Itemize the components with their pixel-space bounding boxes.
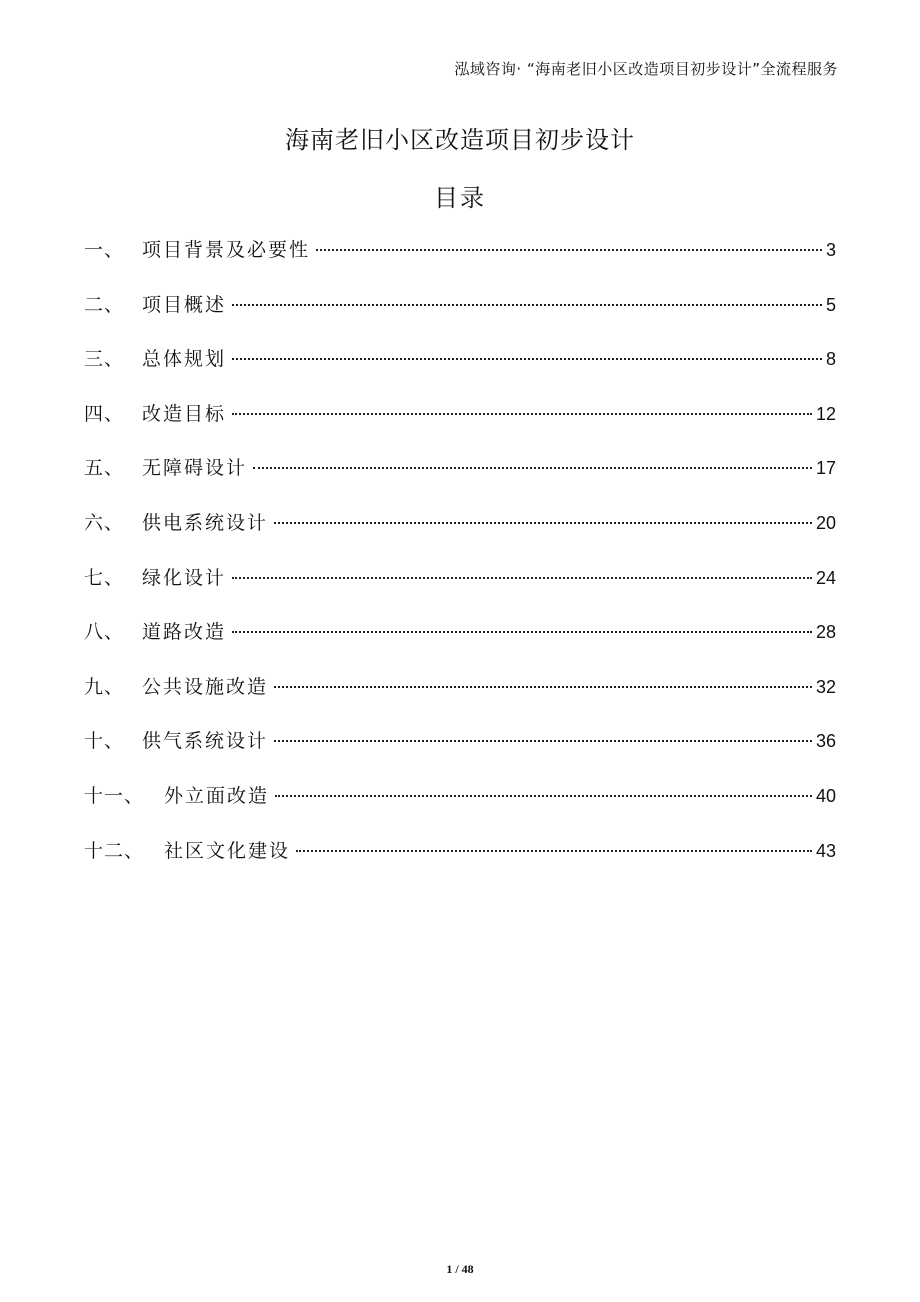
toc-entry-page: 12 bbox=[815, 403, 836, 424]
toc-entry-title: 总体规划 bbox=[142, 348, 227, 371]
toc-dot-leader bbox=[232, 358, 822, 360]
toc-dot-leader bbox=[232, 304, 822, 306]
toc-dot-leader bbox=[316, 249, 822, 251]
toc-entry-page: 8 bbox=[825, 349, 836, 370]
toc-dot-leader bbox=[275, 795, 812, 797]
toc-entry-page: 24 bbox=[815, 567, 836, 588]
toc-entry-number: 一、 bbox=[84, 239, 125, 261]
toc-entry-11[interactable] bbox=[84, 778, 836, 814]
document-title: 海南老旧小区改造项目初步设计 bbox=[285, 126, 635, 154]
toc-entry-number: 五、 bbox=[84, 457, 125, 480]
page-number: 1 / 48 bbox=[446, 1262, 474, 1276]
toc-entry-8[interactable] bbox=[84, 614, 836, 650]
toc-entry-9[interactable] bbox=[84, 669, 836, 705]
toc-entry-2[interactable] bbox=[84, 287, 836, 323]
toc-entry-number: 七、 bbox=[84, 566, 125, 589]
toc-entry-title: 公共设施改造 bbox=[142, 675, 269, 698]
toc-dot-leader bbox=[274, 740, 812, 742]
toc-entry-title: 改造目标 bbox=[142, 402, 227, 425]
toc-entry-4[interactable] bbox=[84, 396, 836, 432]
toc-dot-leader bbox=[274, 522, 812, 524]
toc-entry-number: 六、 bbox=[84, 511, 125, 534]
toc-entry-title: 项目概述 bbox=[142, 293, 227, 316]
toc-dot-leader bbox=[232, 577, 812, 579]
toc-entry-12[interactable] bbox=[84, 833, 836, 869]
toc-dot-leader bbox=[232, 413, 812, 415]
toc-entry-number: 四、 bbox=[84, 402, 125, 425]
toc-entry-page: 5 bbox=[825, 294, 836, 315]
toc-dot-leader bbox=[296, 850, 812, 852]
toc-entry-page: 3 bbox=[825, 240, 836, 260]
toc-entry-number: 十二、 bbox=[84, 839, 145, 862]
toc-entry-6[interactable] bbox=[84, 505, 836, 541]
toc-entry-3[interactable] bbox=[84, 341, 836, 377]
toc-entry-title: 项目背景及必要性 bbox=[142, 239, 311, 261]
toc-entry-page: 20 bbox=[815, 512, 836, 533]
toc-entry-title: 道路改造 bbox=[142, 621, 227, 644]
toc-entry-page: 17 bbox=[815, 458, 836, 479]
toc-entry-5[interactable] bbox=[84, 450, 836, 486]
toc-entry-page: 43 bbox=[815, 840, 836, 861]
toc-entry-title: 绿化设计 bbox=[142, 566, 227, 589]
toc-heading: 目录 bbox=[434, 184, 486, 212]
toc-entry-title: 供气系统设计 bbox=[142, 730, 269, 753]
toc-entry-page: 32 bbox=[815, 676, 836, 697]
toc-entry-title: 无障碍设计 bbox=[142, 457, 248, 480]
toc-entry-title: 外立面改造 bbox=[164, 784, 270, 807]
toc-dot-leader bbox=[232, 631, 812, 633]
toc-entry-page: 36 bbox=[815, 731, 836, 752]
toc-entry-number: 九、 bbox=[84, 675, 125, 698]
toc-entry-number: 十、 bbox=[84, 730, 125, 753]
toc-entry-number: 三、 bbox=[84, 348, 125, 371]
toc-entry-7[interactable] bbox=[84, 560, 836, 596]
toc-entry-number: 二、 bbox=[84, 293, 125, 316]
toc-entry-10[interactable] bbox=[84, 723, 836, 759]
toc-entry-title: 供电系统设计 bbox=[142, 511, 269, 534]
running-header: 泓域咨询· “海南老旧小区改造项目初步设计”全流程服务 bbox=[454, 60, 838, 78]
toc-entry-number: 八、 bbox=[84, 621, 125, 644]
toc-entry-1[interactable] bbox=[84, 232, 836, 268]
table-of-contents bbox=[84, 232, 836, 887]
toc-dot-leader bbox=[274, 686, 812, 688]
toc-entry-title: 社区文化建设 bbox=[164, 839, 291, 862]
toc-dot-leader bbox=[253, 467, 812, 469]
toc-entry-page: 40 bbox=[815, 785, 836, 806]
toc-entry-number: 十一、 bbox=[84, 784, 145, 807]
toc-entry-page: 28 bbox=[815, 622, 836, 643]
